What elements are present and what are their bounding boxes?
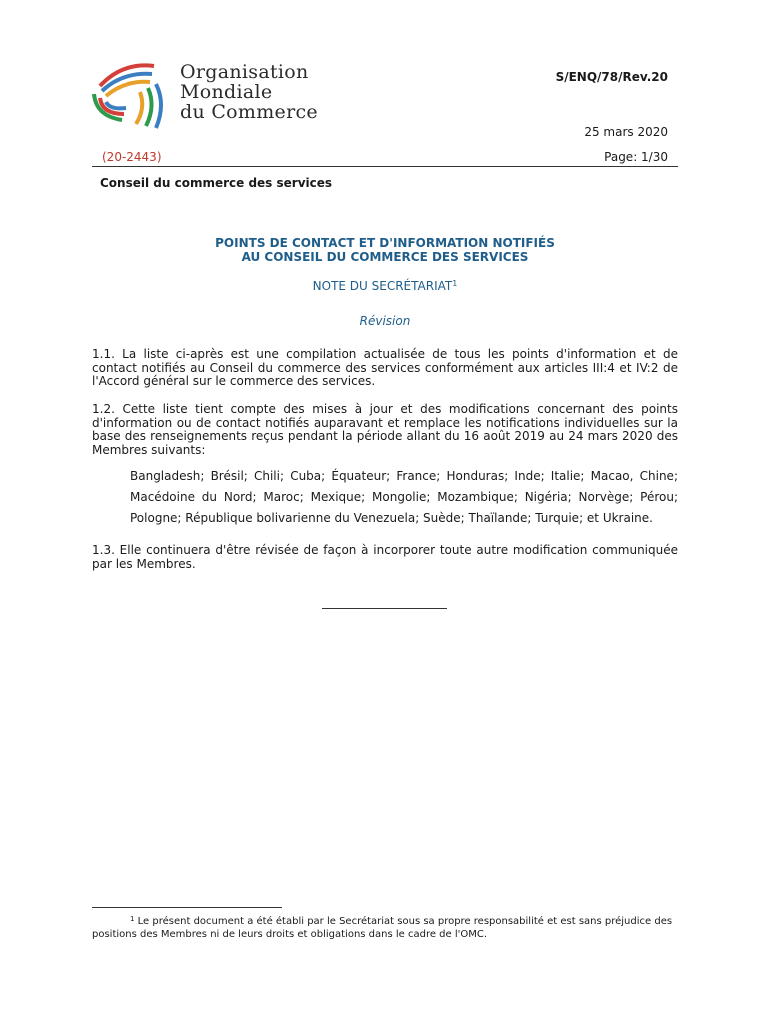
members-list: Bangladesh; Brésil; Chili; Cuba; Équateur; France; Honduras; Inde; Italie; Macao, Chine; Macédoine du Nord; Maroc; Mexique; Mongolie; Mozambique; Nigéria; Norvège; Pérou; Pologne; République bolivarienne du Venezuela; Suède; Thaïlande; Turquie; et Ukraine. (130, 469, 678, 525)
org-line-2: Mondiale (180, 81, 273, 103)
revision-label: Révision (359, 314, 411, 328)
paragraph-1-2: 1.2. Cette liste tient compte des mises à jour et des modifications concernant des points d'information ou de contact notifiés auparavant et remplace les notifications individuelles sur la base des renseignements reçus pendant la période allant du 16 août 2019 au 24 mars 2020 des Membres suivants: (92, 402, 678, 457)
footnote-number: 1 (130, 915, 135, 923)
wto-logo-icon (92, 58, 174, 130)
org-line-1: Organisation (180, 61, 309, 83)
footnote (92, 913, 678, 941)
paragraph-1-1: 1.1. La liste ci-après est une compilation actualisée de tous les points d'information et de contact notifiés au Conseil du commerce des services conformément aux articles III:4 et IV:2 de l'Accord général sur le commerce des services. (92, 347, 678, 388)
title-line-2: AU CONSEIL DU COMMERCE DES SERVICES (241, 250, 529, 264)
org-line-3: du Commerce (180, 101, 318, 123)
document-title (92, 236, 678, 264)
footnote-text: Le présent document a été établi par le Secrétariat sous sa propre responsabilité et est sans préjudice des positions des Membres ni de leurs droits et obligations dans le cadre de l'OMC. (92, 916, 673, 940)
footnote-divider (92, 907, 282, 908)
council-name: Conseil du commerce des services (100, 176, 333, 190)
title-line-1: POINTS DE CONTACT ET D'INFORMATION NOTIFIÉS (215, 236, 555, 250)
document-symbol: S/ENQ/78/Rev.20 (555, 70, 668, 84)
end-rule (322, 608, 447, 609)
note-text: NOTE DU SECRÉTARIAT (312, 279, 453, 293)
document-date: 25 mars 2020 (584, 125, 668, 139)
note-heading (92, 279, 678, 293)
page-number: Page: 1/30 (604, 150, 668, 164)
header-divider (92, 166, 678, 167)
reference-number: (20-2443) (102, 150, 162, 164)
organization-name (180, 62, 318, 122)
footnote-ref[interactable]: 1 (452, 279, 458, 288)
paragraph-1-3: 1.3. Elle continuera d'être révisée de façon à incorporer toute autre modification communiquée par les Membres. (92, 543, 678, 571)
